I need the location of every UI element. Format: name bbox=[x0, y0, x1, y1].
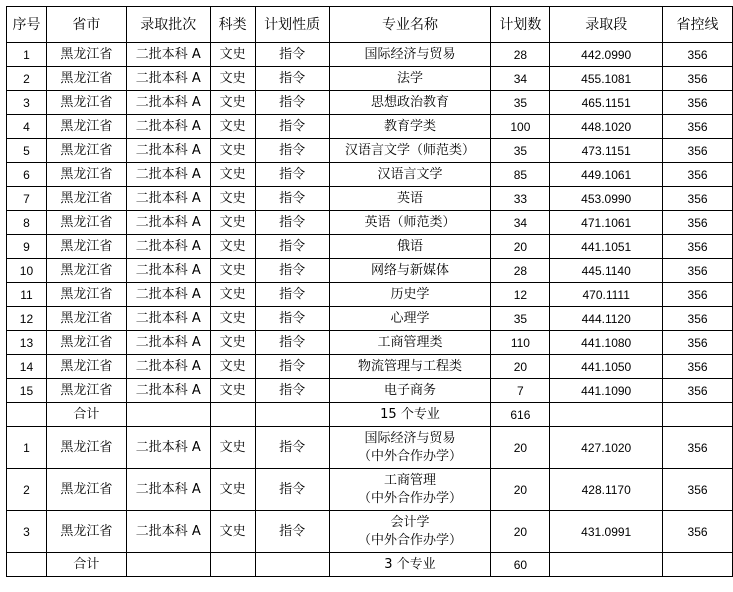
table-row bbox=[7, 91, 733, 115]
plan-cell: 34 bbox=[491, 67, 550, 91]
score-cell: 445.1140 bbox=[550, 259, 663, 283]
seq-cell: 13 bbox=[7, 331, 47, 355]
total-label: 合计 bbox=[46, 553, 126, 577]
nature-cell: 指令 bbox=[255, 139, 329, 163]
batch-cell: 二批本科 A bbox=[126, 67, 210, 91]
table-row bbox=[7, 115, 733, 139]
major-cell: 法学 bbox=[329, 67, 491, 91]
total-empty bbox=[663, 553, 733, 577]
batch-cell: 二批本科 A bbox=[126, 163, 210, 187]
plan-cell: 35 bbox=[491, 139, 550, 163]
score-cell: 470.1111 bbox=[550, 283, 663, 307]
plan-cell: 12 bbox=[491, 283, 550, 307]
province-cell: 黑龙江省 bbox=[46, 163, 126, 187]
control-line-cell: 356 bbox=[663, 469, 733, 511]
control-line-cell: 356 bbox=[663, 355, 733, 379]
province-cell: 黑龙江省 bbox=[46, 67, 126, 91]
table-row bbox=[7, 355, 733, 379]
nature-cell: 指令 bbox=[255, 379, 329, 403]
header-major: 专业名称 bbox=[329, 7, 491, 43]
major-name: 会计学 bbox=[390, 514, 430, 530]
major-cell: 历史学 bbox=[329, 283, 491, 307]
table-row bbox=[7, 469, 733, 511]
province-cell: 黑龙江省 bbox=[46, 331, 126, 355]
plan-cell: 28 bbox=[491, 259, 550, 283]
score-cell: 455.1081 bbox=[550, 67, 663, 91]
control-line-cell: 356 bbox=[663, 235, 733, 259]
batch-cell: 二批本科 A bbox=[126, 139, 210, 163]
nature-cell: 指令 bbox=[255, 259, 329, 283]
seq-cell: 15 bbox=[7, 379, 47, 403]
section2-body bbox=[7, 427, 733, 553]
total-empty bbox=[210, 403, 255, 427]
table-row bbox=[7, 187, 733, 211]
header-province: 省市 bbox=[46, 7, 126, 43]
total-row bbox=[7, 403, 733, 427]
admission-table bbox=[6, 6, 733, 577]
nature-cell: 指令 bbox=[255, 163, 329, 187]
seq-cell: 12 bbox=[7, 307, 47, 331]
control-line-cell: 356 bbox=[663, 427, 733, 469]
nature-cell: 指令 bbox=[255, 427, 329, 469]
category-cell: 文史 bbox=[210, 331, 255, 355]
table-row bbox=[7, 427, 733, 469]
plan-cell: 20 bbox=[491, 235, 550, 259]
total-plan: 616 bbox=[491, 403, 550, 427]
category-cell: 文史 bbox=[210, 427, 255, 469]
batch-cell: 二批本科 A bbox=[126, 91, 210, 115]
major-cell: 心理学 bbox=[329, 307, 491, 331]
nature-cell: 指令 bbox=[255, 187, 329, 211]
section2-total bbox=[7, 553, 733, 577]
batch-cell: 二批本科 A bbox=[126, 307, 210, 331]
score-cell: 444.1120 bbox=[550, 307, 663, 331]
header-category: 科类 bbox=[210, 7, 255, 43]
control-line-cell: 356 bbox=[663, 211, 733, 235]
control-line-cell: 356 bbox=[663, 43, 733, 67]
table-row bbox=[7, 235, 733, 259]
major-name: 工商管理 bbox=[383, 472, 436, 488]
category-cell: 文史 bbox=[210, 283, 255, 307]
major-cell: 电子商务 bbox=[329, 379, 491, 403]
header-seq: 序号 bbox=[7, 7, 47, 43]
header-score: 录取段 bbox=[550, 7, 663, 43]
score-cell: 442.0990 bbox=[550, 43, 663, 67]
score-cell: 473.1151 bbox=[550, 139, 663, 163]
total-empty bbox=[255, 553, 329, 577]
table-row bbox=[7, 43, 733, 67]
seq-cell: 14 bbox=[7, 355, 47, 379]
batch-cell: 二批本科 A bbox=[126, 283, 210, 307]
major-cell: 俄语 bbox=[329, 235, 491, 259]
score-cell: 427.1020 bbox=[550, 427, 663, 469]
header-batch: 录取批次 bbox=[126, 7, 210, 43]
category-cell: 文史 bbox=[210, 259, 255, 283]
major-cell: 英语 bbox=[329, 187, 491, 211]
nature-cell: 指令 bbox=[255, 235, 329, 259]
batch-cell: 二批本科 A bbox=[126, 469, 210, 511]
control-line-cell: 356 bbox=[663, 91, 733, 115]
nature-cell: 指令 bbox=[255, 469, 329, 511]
header-control-line: 省控线 bbox=[663, 7, 733, 43]
score-cell: 441.1051 bbox=[550, 235, 663, 259]
province-cell: 黑龙江省 bbox=[46, 307, 126, 331]
control-line-cell: 356 bbox=[663, 307, 733, 331]
category-cell: 文史 bbox=[210, 139, 255, 163]
plan-cell: 85 bbox=[491, 163, 550, 187]
total-empty bbox=[255, 403, 329, 427]
seq-cell: 9 bbox=[7, 235, 47, 259]
major-cell bbox=[329, 469, 491, 511]
plan-cell: 20 bbox=[491, 355, 550, 379]
batch-cell: 二批本科 A bbox=[126, 211, 210, 235]
province-cell: 黑龙江省 bbox=[46, 259, 126, 283]
batch-cell: 二批本科 A bbox=[126, 259, 210, 283]
plan-cell: 33 bbox=[491, 187, 550, 211]
nature-cell: 指令 bbox=[255, 115, 329, 139]
batch-cell: 二批本科 A bbox=[126, 379, 210, 403]
province-cell: 黑龙江省 bbox=[46, 427, 126, 469]
nature-cell: 指令 bbox=[255, 91, 329, 115]
table-row bbox=[7, 139, 733, 163]
table-row bbox=[7, 379, 733, 403]
control-line-cell: 356 bbox=[663, 511, 733, 553]
batch-cell: 二批本科 A bbox=[126, 427, 210, 469]
category-cell: 文史 bbox=[210, 511, 255, 553]
total-seq-cell bbox=[7, 553, 47, 577]
total-empty bbox=[210, 553, 255, 577]
category-cell: 文史 bbox=[210, 469, 255, 511]
control-line-cell: 356 bbox=[663, 259, 733, 283]
category-cell: 文史 bbox=[210, 115, 255, 139]
seq-cell: 3 bbox=[7, 511, 47, 553]
total-row bbox=[7, 553, 733, 577]
major-cell bbox=[329, 427, 491, 469]
nature-cell: 指令 bbox=[255, 67, 329, 91]
major-cell: 思想政治教育 bbox=[329, 91, 491, 115]
major-cell: 工商管理类 bbox=[329, 331, 491, 355]
batch-cell: 二批本科 A bbox=[126, 331, 210, 355]
score-cell: 441.1090 bbox=[550, 379, 663, 403]
table-row bbox=[7, 331, 733, 355]
major-note: （中外合作办学） bbox=[357, 532, 462, 548]
major-name: 国际经济与贸易 bbox=[364, 430, 456, 446]
total-plan: 60 bbox=[491, 553, 550, 577]
table-row bbox=[7, 511, 733, 553]
nature-cell: 指令 bbox=[255, 283, 329, 307]
seq-cell: 4 bbox=[7, 115, 47, 139]
plan-cell: 28 bbox=[491, 43, 550, 67]
score-cell: 465.1151 bbox=[550, 91, 663, 115]
seq-cell: 7 bbox=[7, 187, 47, 211]
seq-cell: 1 bbox=[7, 43, 47, 67]
section1-body bbox=[7, 43, 733, 403]
seq-cell: 6 bbox=[7, 163, 47, 187]
table-row bbox=[7, 307, 733, 331]
province-cell: 黑龙江省 bbox=[46, 511, 126, 553]
total-majors: 15 个专业 bbox=[329, 403, 491, 427]
province-cell: 黑龙江省 bbox=[46, 283, 126, 307]
plan-cell: 34 bbox=[491, 211, 550, 235]
province-cell: 黑龙江省 bbox=[46, 469, 126, 511]
major-cell bbox=[329, 511, 491, 553]
total-seq-cell bbox=[7, 403, 47, 427]
plan-cell: 20 bbox=[491, 511, 550, 553]
province-cell: 黑龙江省 bbox=[46, 43, 126, 67]
province-cell: 黑龙江省 bbox=[46, 91, 126, 115]
control-line-cell: 356 bbox=[663, 115, 733, 139]
plan-cell: 100 bbox=[491, 115, 550, 139]
score-cell: 449.1061 bbox=[550, 163, 663, 187]
province-cell: 黑龙江省 bbox=[46, 355, 126, 379]
plan-cell: 35 bbox=[491, 307, 550, 331]
category-cell: 文史 bbox=[210, 211, 255, 235]
plan-cell: 20 bbox=[491, 427, 550, 469]
control-line-cell: 356 bbox=[663, 379, 733, 403]
nature-cell: 指令 bbox=[255, 43, 329, 67]
header-nature: 计划性质 bbox=[255, 7, 329, 43]
table-row bbox=[7, 259, 733, 283]
score-cell: 471.1061 bbox=[550, 211, 663, 235]
section1-total bbox=[7, 403, 733, 427]
nature-cell: 指令 bbox=[255, 307, 329, 331]
seq-cell: 11 bbox=[7, 283, 47, 307]
control-line-cell: 356 bbox=[663, 139, 733, 163]
control-line-cell: 356 bbox=[663, 187, 733, 211]
province-cell: 黑龙江省 bbox=[46, 139, 126, 163]
control-line-cell: 356 bbox=[663, 163, 733, 187]
table-row bbox=[7, 283, 733, 307]
seq-cell: 8 bbox=[7, 211, 47, 235]
control-line-cell: 356 bbox=[663, 283, 733, 307]
seq-cell: 5 bbox=[7, 139, 47, 163]
seq-cell: 1 bbox=[7, 427, 47, 469]
category-cell: 文史 bbox=[210, 379, 255, 403]
plan-cell: 20 bbox=[491, 469, 550, 511]
batch-cell: 二批本科 A bbox=[126, 43, 210, 67]
total-majors: 3 个专业 bbox=[329, 553, 491, 577]
score-cell: 448.1020 bbox=[550, 115, 663, 139]
major-note: （中外合作办学） bbox=[357, 448, 462, 464]
batch-cell: 二批本科 A bbox=[126, 511, 210, 553]
total-label: 合计 bbox=[46, 403, 126, 427]
plan-cell: 110 bbox=[491, 331, 550, 355]
major-cell: 汉语言文学（师范类） bbox=[329, 139, 491, 163]
nature-cell: 指令 bbox=[255, 211, 329, 235]
table-row bbox=[7, 211, 733, 235]
category-cell: 文史 bbox=[210, 43, 255, 67]
table-row bbox=[7, 163, 733, 187]
score-cell: 453.0990 bbox=[550, 187, 663, 211]
seq-cell: 2 bbox=[7, 67, 47, 91]
control-line-cell: 356 bbox=[663, 331, 733, 355]
major-cell: 物流管理与工程类 bbox=[329, 355, 491, 379]
province-cell: 黑龙江省 bbox=[46, 115, 126, 139]
category-cell: 文史 bbox=[210, 355, 255, 379]
batch-cell: 二批本科 A bbox=[126, 235, 210, 259]
control-line-cell: 356 bbox=[663, 67, 733, 91]
nature-cell: 指令 bbox=[255, 331, 329, 355]
batch-cell: 二批本科 A bbox=[126, 355, 210, 379]
table-row bbox=[7, 67, 733, 91]
major-cell: 教育学类 bbox=[329, 115, 491, 139]
major-cell: 网络与新媒体 bbox=[329, 259, 491, 283]
category-cell: 文史 bbox=[210, 307, 255, 331]
score-cell: 428.1170 bbox=[550, 469, 663, 511]
batch-cell: 二批本科 A bbox=[126, 187, 210, 211]
major-note: （中外合作办学） bbox=[357, 490, 462, 506]
total-empty bbox=[550, 553, 663, 577]
seq-cell: 10 bbox=[7, 259, 47, 283]
plan-cell: 7 bbox=[491, 379, 550, 403]
province-cell: 黑龙江省 bbox=[46, 187, 126, 211]
category-cell: 文史 bbox=[210, 163, 255, 187]
score-cell: 441.1080 bbox=[550, 331, 663, 355]
total-empty bbox=[550, 403, 663, 427]
header-plan: 计划数 bbox=[491, 7, 550, 43]
major-cell: 国际经济与贸易 bbox=[329, 43, 491, 67]
score-cell: 441.1050 bbox=[550, 355, 663, 379]
nature-cell: 指令 bbox=[255, 355, 329, 379]
category-cell: 文史 bbox=[210, 91, 255, 115]
total-empty bbox=[126, 553, 210, 577]
plan-cell: 35 bbox=[491, 91, 550, 115]
batch-cell: 二批本科 A bbox=[126, 115, 210, 139]
major-cell: 英语（师范类） bbox=[329, 211, 491, 235]
category-cell: 文史 bbox=[210, 235, 255, 259]
province-cell: 黑龙江省 bbox=[46, 379, 126, 403]
province-cell: 黑龙江省 bbox=[46, 211, 126, 235]
total-empty bbox=[663, 403, 733, 427]
category-cell: 文史 bbox=[210, 187, 255, 211]
major-cell: 汉语言文学 bbox=[329, 163, 491, 187]
seq-cell: 3 bbox=[7, 91, 47, 115]
nature-cell: 指令 bbox=[255, 511, 329, 553]
header-row bbox=[7, 7, 733, 43]
score-cell: 431.0991 bbox=[550, 511, 663, 553]
category-cell: 文史 bbox=[210, 67, 255, 91]
seq-cell: 2 bbox=[7, 469, 47, 511]
province-cell: 黑龙江省 bbox=[46, 235, 126, 259]
total-empty bbox=[126, 403, 210, 427]
